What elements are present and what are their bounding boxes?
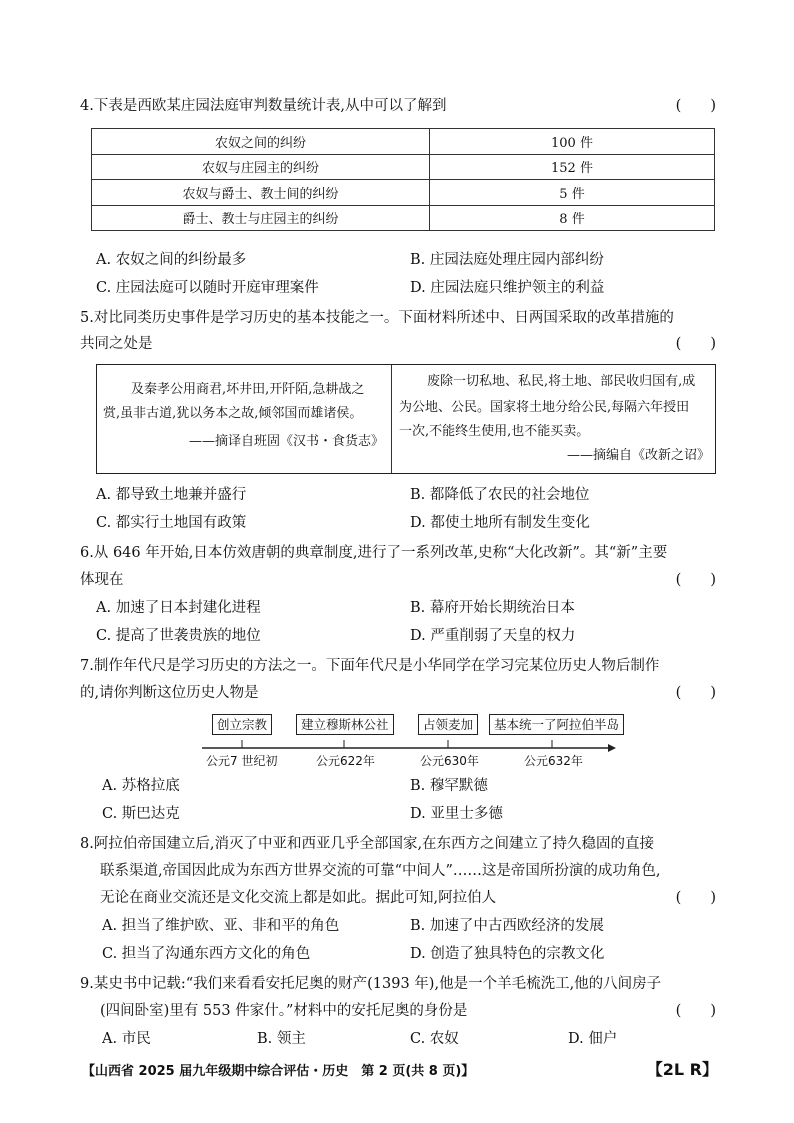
q8-stem-line3-row [100, 884, 716, 912]
q6-option-c[interactable]: C. 提高了世袭贵族的地位 [96, 628, 261, 644]
q9-option-c[interactable]: C. 农奴 [410, 1031, 459, 1047]
q7-option-c[interactable]: C. 斯巴达克 [102, 806, 180, 822]
timeline-event-box: 基本统一了阿拉伯半岛 [489, 714, 624, 735]
q9-answer-bracket: ( ) [675, 1003, 716, 1019]
timeline-date-label: 公元632年 [524, 754, 583, 768]
q7-answer-bracket: ( ) [675, 685, 716, 701]
table-cell: 农奴与爵士、教士间的纠纷 [92, 180, 430, 206]
q6-option-b[interactable]: B. 幕府开始长期统治日本 [410, 600, 575, 616]
table-row [92, 180, 715, 206]
q8-option-d[interactable]: D. 创造了独具特色的宗教文化 [410, 946, 605, 962]
q7-option-b[interactable]: B. 穆罕默德 [410, 778, 488, 794]
timeline-date-label: 公元622年 [316, 754, 375, 768]
q6-stem-line2: 体现在 [80, 572, 124, 588]
timeline-event-box: 占领麦加 [418, 714, 478, 735]
q6-answer-bracket: ( ) [675, 572, 716, 588]
q8-stem-line2: 联系渠道,帝国因此成为东西方世界交流的可靠“中间人”……这是帝国所扮演的成功角色, [100, 863, 661, 879]
q9-stem-line1: 9.某史书中记载:“我们来看看安托尼奥的财产(1393 年),他是一个羊毛梳洗工,他的八间房子 [80, 976, 662, 992]
q6-stem-line1: 6.从 646 年开始,日本仿效唐朝的典章制度,进行了一系列改革,史称“大化改新”。其“新”主要 [80, 545, 668, 561]
q8-option-b[interactable]: B. 加速了中古西欧经济的发展 [410, 918, 604, 934]
page-footer: 【山西省 2025 届九年级期中综合评估・历史 第 2 页(共 8 页)】 [82, 1064, 475, 1079]
q5-left-source: ——摘译自班固《汉书・食货志》 [189, 434, 385, 449]
q9-stem-line2-row [100, 997, 716, 1025]
q8-answer-bracket: ( ) [675, 890, 716, 906]
q8-option-a[interactable]: A. 担当了维护欧、亚、非和平的角色 [102, 918, 340, 934]
q5-stem-line1: 5.对比同类历史事件是学习历史的基本技能之一。下面材料所述中、日两国采取的改革措施的 [80, 310, 674, 326]
q4-option-a[interactable]: A. 农奴之间的纠纷最多 [96, 252, 247, 268]
q5-option-d[interactable]: D. 都使土地所有制发生变化 [410, 515, 590, 531]
q6-option-d[interactable]: D. 严重削弱了天皇的权力 [410, 628, 576, 644]
q7-stem-line2: 的,请你判断这位历史人物是 [80, 685, 259, 701]
table-row [92, 129, 715, 155]
table-cell: 5 件 [430, 180, 715, 206]
q8-stem-line3: 无论在商业交流还是文化交流上都是如此。据此可知,阿拉伯人 [100, 890, 497, 906]
table-row [92, 205, 715, 231]
q9-option-d[interactable]: D. 佃户 [568, 1031, 618, 1047]
q5-answer-bracket: ( ) [675, 336, 716, 352]
q8-stem-line1: 8.阿拉伯帝国建立后,消灭了中亚和西亚几乎全部国家,在东西方之间建立了持久稳固的直接 [80, 836, 655, 852]
timeline-event-box: 建立穆斯林公社 [296, 714, 394, 735]
table-cell: 152 件 [430, 154, 715, 180]
q5-option-b[interactable]: B. 都降低了农民的社会地位 [410, 487, 590, 503]
q4-option-d[interactable]: D. 庄园法庭只维护领主的利益 [410, 280, 605, 296]
q4-answer-bracket: ( ) [675, 98, 716, 114]
q5-stem-line2-row [80, 330, 716, 358]
table-cell: 8 件 [430, 205, 715, 231]
table-row [92, 154, 715, 180]
timeline-date-label: 公元7 世纪初 [206, 754, 278, 768]
q4-stem: 4.下表是西欧某庄园法庭审判数量统计表,从中可以了解到 [80, 98, 447, 114]
q8-option-c[interactable]: C. 担当了沟通东西方文化的角色 [102, 946, 311, 962]
q6-stem-line2-row [80, 566, 716, 594]
table-cell: 农奴与庄园主的纠纷 [92, 154, 430, 180]
q6-option-a[interactable]: A. 加速了日本封建化进程 [96, 600, 261, 616]
q9-stem-line2: (四间卧室)里有 553 件家什。”材料中的安托尼奥的身份是 [100, 1003, 468, 1019]
q5-left-line1: 及秦孝公用商君,坏井田,开阡陌,急耕战之 [131, 382, 365, 397]
timeline-arrow-icon [608, 744, 616, 752]
paper-code: 【2L R】 [646, 1060, 718, 1079]
q5-right-line3: 一次,不能终生使用,也不能买卖。 [399, 424, 590, 439]
q5-right-line2: 为公地、公民。国家将土地分给公民,每隔六年授田 [399, 400, 690, 415]
q5-left-line2: 赏,虽非古道,犹以务本之故,倾邻国而雄诸侯。 [103, 406, 363, 421]
q9-option-a[interactable]: A. 市民 [102, 1031, 151, 1047]
q5-option-c[interactable]: C. 都实行土地国有政策 [96, 515, 247, 531]
q7-stem-line1: 7.制作年代尺是学习历史的方法之一。下面年代尺是小华同学在学习完某位历史人物后制作 [80, 658, 660, 674]
q5-right-source: ——摘编自《改新之诏》 [567, 448, 711, 463]
timeline-event-box: 创立宗教 [212, 714, 272, 735]
q4-stem-line [80, 92, 716, 120]
material-divider [391, 365, 392, 473]
q7-stem-line2-row [80, 679, 716, 707]
q4-option-c[interactable]: C. 庄园法庭可以随时开庭审理案件 [96, 280, 319, 296]
q5-stem-line2: 共同之处是 [80, 336, 153, 352]
table-cell: 100 件 [430, 129, 715, 155]
q5-right-line1: 废除一切私地、私民,将土地、部民收归国有,成 [427, 374, 696, 389]
q7-option-a[interactable]: A. 苏格拉底 [102, 778, 180, 794]
q5-option-a[interactable]: A. 都导致土地兼并盛行 [96, 487, 247, 503]
q4-option-b[interactable]: B. 庄园法庭处理庄园内部纠纷 [410, 252, 604, 268]
q4-court-cases-table [91, 128, 715, 231]
table-cell: 农奴之间的纠纷 [92, 129, 430, 155]
q7-option-d[interactable]: D. 亚里士多德 [410, 806, 503, 822]
q5-material-box [96, 364, 716, 474]
q9-option-b[interactable]: B. 领主 [257, 1031, 306, 1047]
table-cell: 爵士、教士与庄园主的纠纷 [92, 205, 430, 231]
timeline-date-label: 公元630年 [420, 754, 479, 768]
